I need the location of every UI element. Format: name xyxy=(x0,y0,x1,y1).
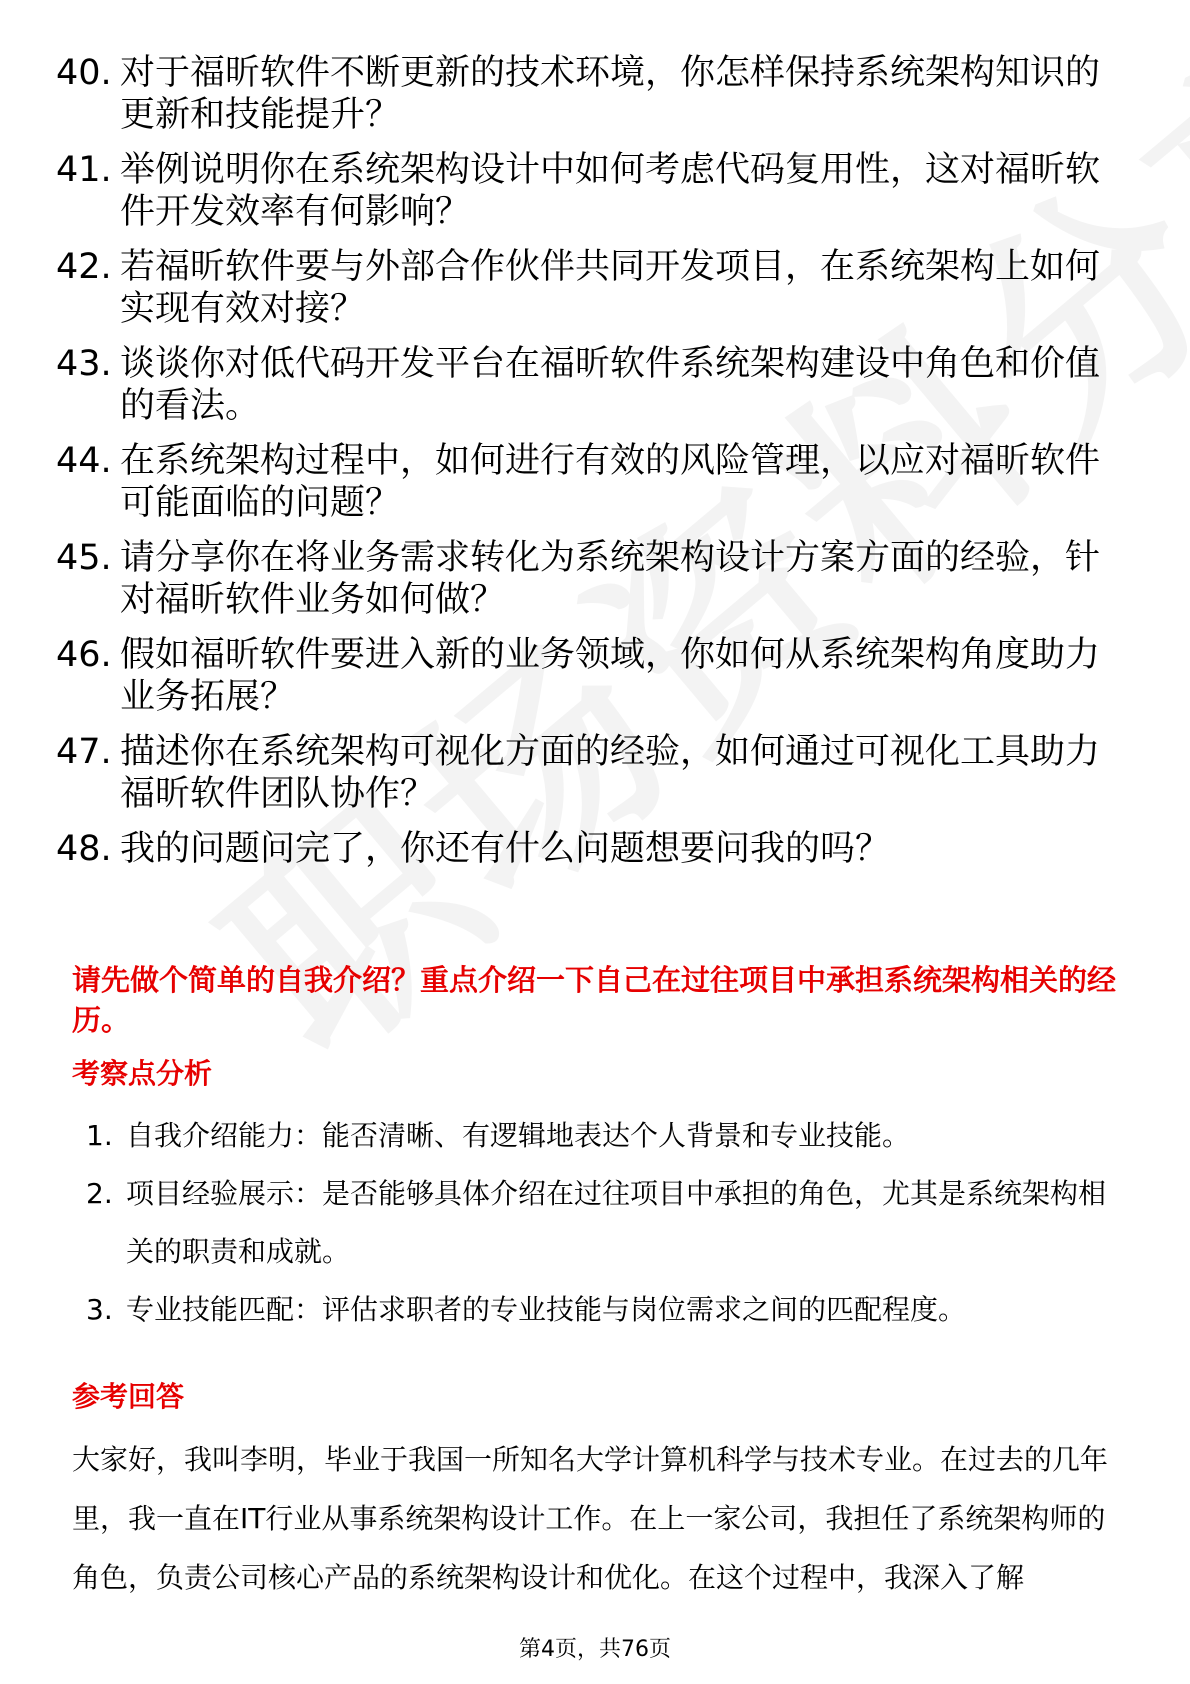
answer-paragraph: 大家好，我叫李明，毕业于我国一所知名大学计算机科学与技术专业。在过去的几年里，我一直在IT行业从事系统架构设计工作。在上一家公司，我担任了系统架构师的角色，负责公司核心产品的系统架构设计和优化。在这个过程中，我深入了解 xyxy=(72,1443,1109,1594)
question-number: 47. xyxy=(56,732,112,772)
question-text: 对于福昕软件不断更新的技术环境，你怎样保持系统架构知识的更新和技能提升？ xyxy=(120,53,1101,135)
question-item xyxy=(56,52,1136,136)
analysis-item xyxy=(86,1165,1126,1281)
question-item xyxy=(56,246,1136,330)
question-number: 42. xyxy=(56,247,112,287)
analysis-number: 3. xyxy=(86,1293,113,1326)
question-number: 45. xyxy=(56,538,112,578)
question-text: 假如福昕软件要进入新的业务领域，你如何从系统架构角度助力业务拓展？ xyxy=(120,635,1101,717)
question-text: 举例说明你在系统架构设计中如何考虑代码复用性，这对福昕软件开发效率有何影响？ xyxy=(120,150,1101,232)
question-number: 46. xyxy=(56,635,112,675)
question-number: 40. xyxy=(56,53,112,93)
section-question: 请先做个简单的自我介绍？重点介绍一下自己在过往项目中承担系统架构相关的经历。 xyxy=(72,963,1117,1037)
analysis-heading: 考察点分析 xyxy=(72,1057,213,1090)
analysis-number: 1. xyxy=(86,1119,113,1152)
question-number: 41. xyxy=(56,150,112,190)
answer-heading: 参考回答 xyxy=(72,1380,185,1413)
question-number: 43. xyxy=(56,344,112,384)
question-item xyxy=(56,440,1136,524)
analysis-text: 自我介绍能力：能否清晰、有逻辑地表达个人背景和专业技能。 xyxy=(126,1119,911,1152)
analysis-item xyxy=(86,1281,1126,1339)
analysis-list xyxy=(86,1107,1126,1339)
question-item xyxy=(56,828,1136,870)
question-text: 请分享你在将业务需求转化为系统架构设计方案方面的经验，针对福昕软件业务如何做？ xyxy=(120,538,1101,620)
question-text: 我的问题问完了，你还有什么问题想要问我的吗？ xyxy=(120,829,891,869)
question-item xyxy=(56,149,1136,233)
question-number: 48. xyxy=(56,829,112,869)
question-item xyxy=(56,537,1136,621)
question-text: 谈谈你对低代码开发平台在福昕软件系统架构建设中角色和价值的看法。 xyxy=(120,344,1101,426)
analysis-number: 2. xyxy=(86,1177,113,1210)
analysis-text: 专业技能匹配：评估求职者的专业技能与岗位需求之间的匹配程度。 xyxy=(126,1293,967,1326)
question-item xyxy=(56,634,1136,718)
question-text: 在系统架构过程中，如何进行有效的风险管理，以应对福昕软件可能面临的问题？ xyxy=(120,441,1101,523)
analysis-text: 项目经验展示：是否能够具体介绍在过往项目中承担的角色，尤其是系统架构相关的职责和成就。 xyxy=(126,1177,1107,1268)
question-text: 若福昕软件要与外部合作伙伴共同开发项目，在系统架构上如何实现有效对接？ xyxy=(120,247,1101,329)
question-list xyxy=(56,52,1136,883)
question-number: 44. xyxy=(56,441,112,481)
question-text: 描述你在系统架构可视化方面的经验，如何通过可视化工具助力福昕软件团队协作？ xyxy=(120,732,1101,814)
question-item xyxy=(56,343,1136,427)
analysis-item xyxy=(86,1107,1126,1165)
question-item xyxy=(56,731,1136,815)
page-footer: 第4页，共76页 xyxy=(519,1637,671,1662)
